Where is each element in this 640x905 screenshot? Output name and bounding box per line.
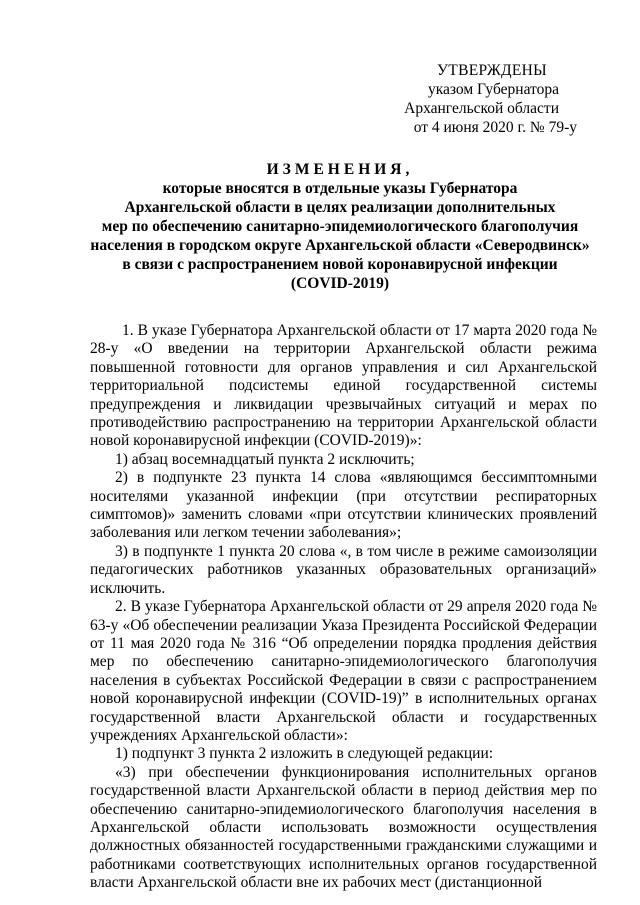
paragraph-1: 1. В указе Губернатора Архангельской области от 17 марта 2020 года № 28-у «О введении на территории Архангельской области режима повышенной готовности для органов управления и сил Архангельской территориальной подсистемы единой государственной системы предупреждения и ликвидации чрезвычайных ситуаций и мерах по противодействию распространению на территории Архангельской области новой коронавирусной инфекции (COVID-2019)»: [90, 322, 597, 450]
paragraph-1-item-3: 3) в подпункте 1 пункта 20 слова «, в том числе в режиме самоизоляции педагогических работников указанных образовательных организаций» исключить. [90, 542, 597, 597]
approval-line-1: указом Губернатора [427, 81, 559, 98]
heading-line: мер по обеспечению санитарно-эпидемиологического благополучия [101, 218, 579, 235]
heading-title: ИЗМЕНЕНИЯ, [266, 161, 414, 178]
approval-title: УТВЕРЖДЕНЫ [437, 62, 547, 79]
document-heading [70, 160, 610, 293]
heading-line: в связи с распространением новой коронавирусной инфекции [122, 256, 558, 273]
paragraph-2-item-1: 1) подпункт 3 пункта 2 изложить в следующей редакции: [115, 745, 494, 763]
heading-line: населения в городском округе Архангельской области «Северодвинск» [90, 237, 590, 254]
heading-line: которые вносятся в отдельные указы Губернатора [162, 180, 518, 197]
approval-line-2: Архангельской области [404, 100, 559, 117]
paragraph-2-item-2: «3) при обеспечении функционирования исполнительных органов государственной власти Архангельской области в период действия мер по обеспечению санитарно-эпидемиологического благополучия населения в Архангельской области использовать возможности осуществления должностных обязанностей государственными гражданскими служащими и работниками соответствующих исполнительных органов государственной власти Архангельской области вне их рабочих мест (дистанционной [90, 763, 597, 892]
paragraph-1-item-2: 2) в подпункте 23 пункта 14 слова «являющимся бессимптомными носителями указанной инфекции (при отсутствии респираторных симптомов)» заменить словами «при отсутствии клинических проявлений заболевания или легком течении заболевания»; [90, 469, 597, 542]
heading-line: (COVID-2019) [290, 275, 390, 292]
paragraph-2: 2. В указе Губернатора Архангельской области от 29 апреля 2020 года № 63-у «Об обеспечении реализации Указа Президента Российской Федерации от 11 мая 2020 года № 316 “Об определении порядка продления действия мер по обеспечению санитарно-эпидемиологического благополучия населения в субъектах Российской Федерации в связи с распространением новой коронавирусной инфекции (COVID-19)” в исполнительных органах государственной власти Архангельской области и государственных учреждениях Архангельской области»: [90, 598, 597, 744]
heading-line: Архангельской области в целях реализации дополнительных [124, 199, 556, 216]
approval-stamp [337, 61, 577, 137]
document-body [90, 322, 597, 893]
approval-line-3: от 4 июня 2020 г. № 79-у [413, 119, 577, 136]
paragraph-1-item-1: 1) абзац восемнадцатый пункта 2 исключить; [115, 450, 415, 468]
